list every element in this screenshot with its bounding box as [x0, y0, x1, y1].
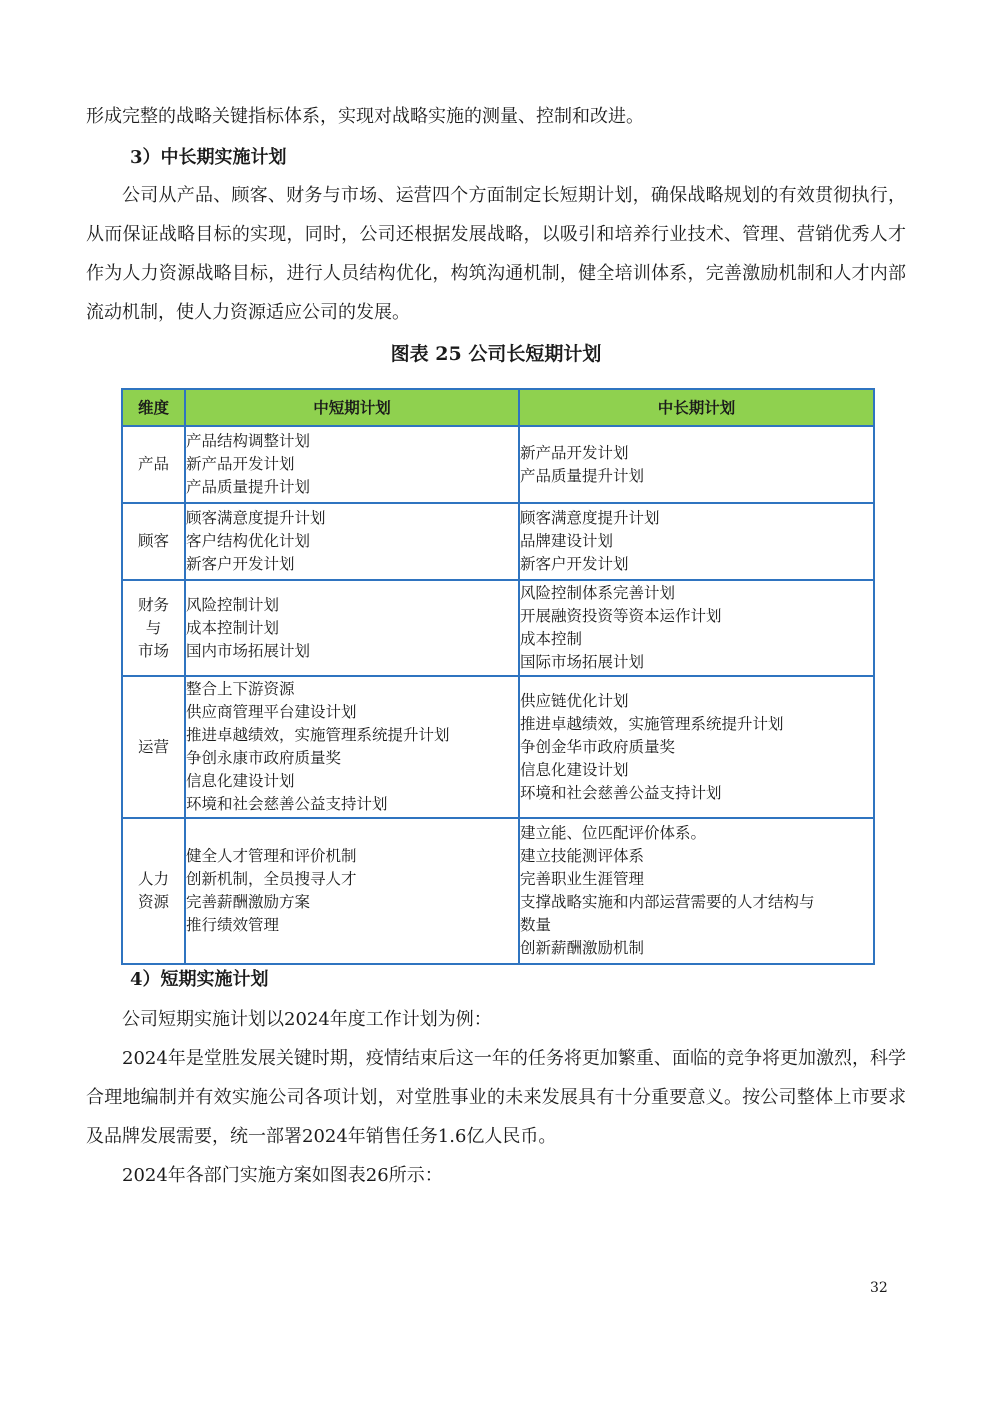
short-term-cell	[185, 676, 519, 818]
section-4-heading: 4）短期实施计划	[130, 969, 269, 990]
table-caption: 图表 25 公司长短期计划	[390, 343, 602, 365]
table-row	[122, 818, 874, 964]
list-item: 环境和社会慈善公益支持计划	[186, 795, 388, 813]
header-long-term: 中长期计划	[519, 389, 874, 426]
short-term-cell	[185, 580, 519, 676]
list-item: 新产品开发计划	[520, 443, 629, 462]
dimension-label-line: 资源	[137, 893, 169, 911]
list-item: 产品质量提升计划	[186, 478, 311, 496]
header-short-term: 中短期计划	[185, 389, 519, 426]
list-item: 新客户开发计划	[186, 555, 295, 573]
list-item: 成本控制	[520, 630, 583, 648]
list-item: 品牌建设计划	[520, 532, 614, 550]
list-item: 产品质量提升计划	[520, 466, 645, 485]
long-term-cell	[519, 818, 874, 964]
long-term-cell	[519, 503, 874, 580]
short-term-cell	[185, 426, 519, 503]
list-item: 完善薪酬激励方案	[186, 893, 311, 911]
list-item: 信息化建设计划	[520, 760, 629, 779]
dimension-cell	[122, 503, 185, 580]
list-item: 创新机制，全员搜寻人才	[186, 870, 357, 888]
long-short-term-plan-table	[121, 388, 875, 965]
list-item: 客户结构优化计划	[186, 532, 311, 550]
dimension-cell	[122, 580, 185, 676]
list-item: 国际市场拓展计划	[520, 653, 645, 671]
dimension-label-line: 财务	[137, 595, 169, 614]
list-item: 建立技能测评体系	[520, 847, 645, 865]
page-number: 32	[870, 1280, 888, 1296]
list-item: 争创金华市政府质量奖	[520, 737, 676, 756]
list-item: 整合上下游资源	[186, 680, 295, 698]
list-item: 供应链优化计划	[520, 691, 629, 710]
list-item: 成本控制计划	[186, 618, 280, 637]
dimension-label-line: 与	[145, 618, 162, 637]
list-item: 顾客满意度提升计划	[520, 509, 660, 527]
short-term-cell	[185, 503, 519, 580]
table-row	[122, 676, 874, 818]
dimension-label-line: 人力	[137, 870, 169, 888]
list-item: 开展融资投资等资本运作计划	[520, 607, 722, 625]
list-item: 完善职业生涯管理	[520, 870, 645, 888]
table-row	[122, 426, 874, 503]
list-item: 产品结构调整计划	[186, 432, 311, 450]
list-item: 新客户开发计划	[520, 555, 629, 573]
list-item: 新产品开发计划	[186, 455, 295, 473]
section-3-paragraph: 公司从产品、顾客、财务与市场、运营四个方面制定长短期计划，确保战略规划的有效贯彻执行，从而保证战略目标的实现，同时，公司还根据发展战略，以吸引和培养行业技术、管理、营销优秀人才作为人力资源战略目标，进行人员结构优化，构筑沟通机制，健全培训体系，完善激励机制和人才内部流动机制，使人力资源适应公司的发展。	[86, 185, 906, 323]
dimension-label: 运营	[137, 737, 169, 756]
long-term-cell	[519, 426, 874, 503]
list-item: 创新薪酬激励机制	[520, 939, 645, 957]
header-dimension: 维度	[122, 389, 185, 426]
long-term-cell	[519, 676, 874, 818]
long-term-cell	[519, 580, 874, 676]
list-item: 顾客满意度提升计划	[186, 509, 326, 527]
list-item: 供应商管理平台建设计划	[186, 703, 357, 721]
section-4-paragraph: 2024年是堂胜发展关键时期，疫情结束后这一年的任务将更加繁重、面临的竞争将更加激烈，科学合理地编制并有效实施公司各项计划，对堂胜事业的未来发展具有十分重要意义。按公司整体上市要求及品牌发展需要，统一部署2024年销售任务1.6亿人民币。	[86, 1048, 906, 1147]
dimension-cell	[122, 676, 185, 818]
section-4-intro: 公司短期实施计划以2024年度工作计划为例：	[122, 1009, 492, 1030]
list-item: 推进卓越绩效，实施管理系统提升计划	[520, 714, 784, 733]
table-header-row	[122, 389, 874, 426]
list-item: 推行绩效管理	[186, 916, 280, 934]
list-item: 信息化建设计划	[186, 772, 295, 790]
section-4-table-reference: 2024年各部门实施方案如图表26所示：	[122, 1165, 443, 1186]
list-item: 环境和社会慈善公益支持计划	[520, 783, 722, 802]
table-row	[122, 503, 874, 580]
table-row	[122, 580, 874, 676]
dimension-label-line: 市场	[137, 641, 169, 660]
list-item: 国内市场拓展计划	[186, 641, 311, 660]
list-item: 支撑战略实施和内部运营需要的人才结构与	[520, 893, 815, 911]
list-item: 健全人才管理和评价机制	[186, 847, 357, 865]
dimension-cell	[122, 426, 185, 503]
dimension-cell	[122, 818, 185, 964]
intro-paragraph: 形成完整的战略关键指标体系，实现对战略实施的测量、控制和改进。	[86, 106, 644, 127]
short-term-cell	[185, 818, 519, 964]
dimension-label: 顾客	[137, 532, 169, 550]
list-item: 推进卓越绩效，实施管理系统提升计划	[186, 726, 450, 744]
list-item: 风险控制计划	[186, 595, 280, 614]
list-item: 争创永康市政府质量奖	[186, 749, 342, 767]
dimension-label: 产品	[137, 455, 169, 473]
section-3-heading: 3）中长期实施计划	[130, 147, 287, 168]
list-item: 风险控制体系完善计划	[520, 584, 676, 602]
list-item: 数量	[520, 916, 552, 934]
list-item: 建立能、位匹配评价体系。	[520, 824, 707, 842]
